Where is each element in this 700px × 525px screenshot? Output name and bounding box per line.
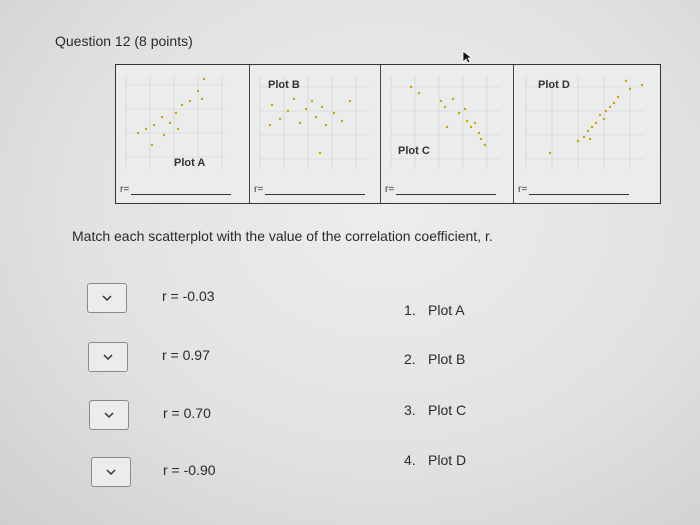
answer-item-1	[404, 302, 465, 318]
r-blank-c	[385, 184, 496, 195]
r-blank-a	[120, 184, 231, 195]
plot-a-points	[137, 78, 205, 146]
r-answer-line-c	[396, 184, 496, 195]
chevron-down-icon	[106, 469, 116, 476]
plot-label-d: Plot D	[538, 79, 570, 91]
match-dropdown-2[interactable]	[88, 342, 128, 372]
plot-cell-c	[381, 65, 514, 203]
answer-item-4	[404, 452, 466, 468]
match-dropdown-1[interactable]	[87, 283, 127, 313]
r-prefix-b: r=	[254, 184, 264, 195]
r-value-1: r = -0.03	[162, 288, 215, 304]
plot-c-points	[410, 86, 486, 146]
question-title: Question 12 (8 points)	[55, 33, 193, 49]
plot-b-points	[269, 98, 351, 154]
mouse-pointer-icon	[462, 50, 474, 64]
chevron-down-icon	[103, 354, 113, 361]
plot-label-b: Plot B	[268, 79, 300, 91]
plot-label-c: Plot C	[398, 145, 430, 157]
answer-number: 3.	[404, 402, 416, 418]
plot-cell-d	[514, 65, 660, 203]
r-answer-line-a	[131, 184, 231, 195]
plot-cell-a	[116, 65, 250, 203]
r-value-2: r = 0.97	[162, 347, 210, 363]
r-value-4: r = -0.90	[163, 462, 216, 478]
r-answer-line-d	[529, 184, 629, 195]
answer-label: Plot B	[428, 351, 466, 367]
plot-label-a: Plot A	[174, 157, 206, 169]
chevron-down-icon	[102, 295, 112, 302]
answer-label: Plot A	[428, 302, 465, 318]
match-dropdown-4[interactable]	[91, 457, 131, 487]
r-prefix-d: r=	[518, 184, 528, 195]
r-answer-line-b	[265, 184, 365, 195]
answer-number: 1.	[404, 302, 416, 318]
chevron-down-icon	[104, 412, 114, 419]
answer-item-3	[404, 402, 466, 418]
answer-label: Plot D	[428, 452, 467, 468]
instruction-text: Match each scatterplot with the value of the correlation coefficient, r.	[72, 228, 493, 244]
r-prefix-a: r=	[120, 184, 130, 195]
answer-label: Plot C	[428, 402, 467, 418]
match-dropdown-3[interactable]	[89, 400, 129, 430]
r-prefix-c: r=	[385, 184, 395, 195]
r-blank-d	[518, 184, 629, 195]
plot-cell-b	[250, 65, 381, 203]
answer-number: 2.	[404, 351, 416, 367]
r-blank-b	[254, 184, 365, 195]
r-value-3: r = 0.70	[163, 405, 211, 421]
answer-number: 4.	[404, 452, 416, 468]
answer-item-2	[404, 351, 465, 367]
scatterplot-table	[115, 64, 661, 204]
